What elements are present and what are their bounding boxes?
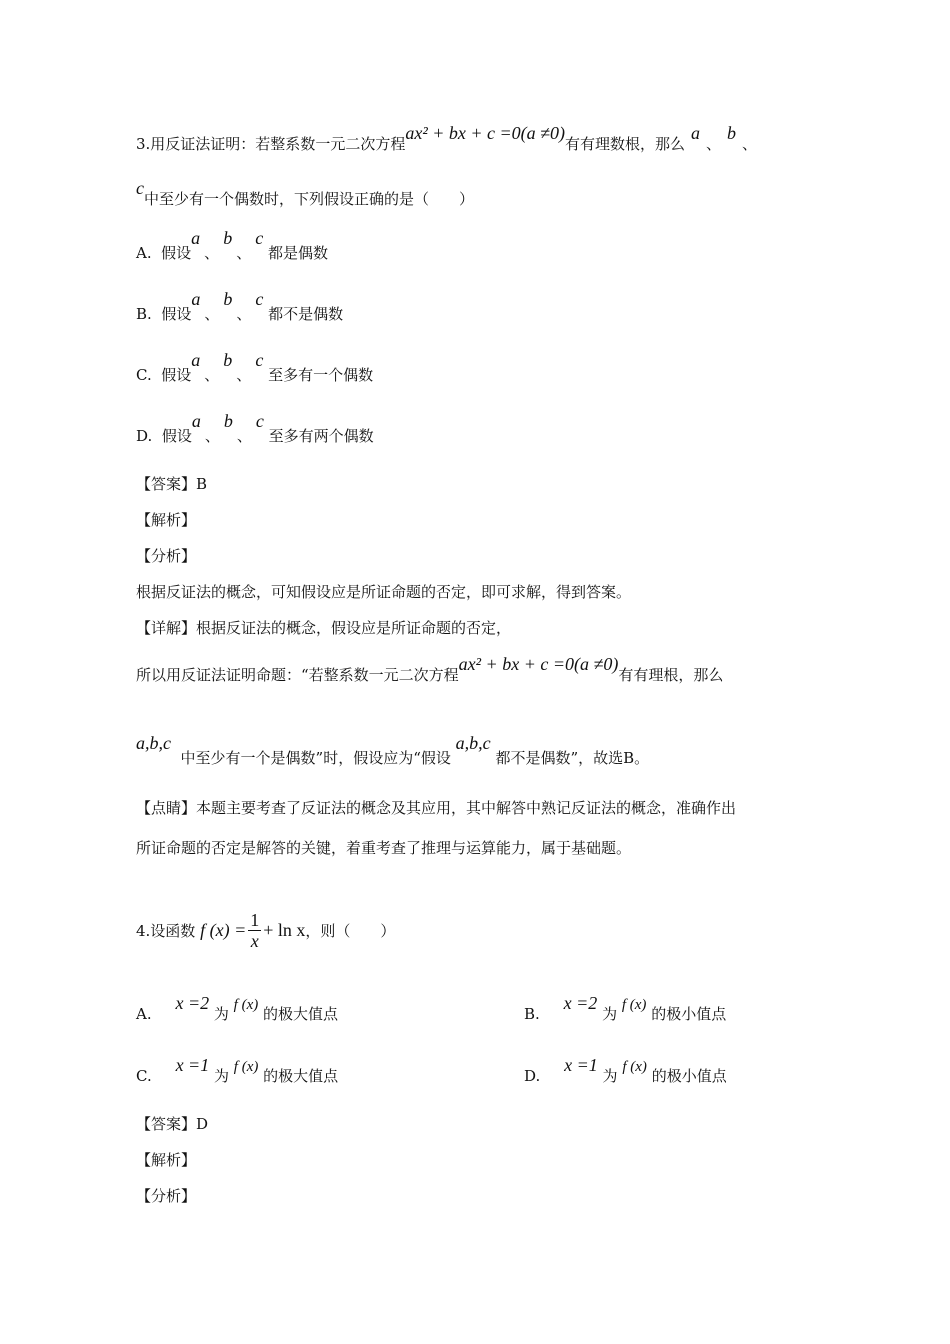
q4-option-c bbox=[136, 1055, 339, 1086]
option-text: 至多有两个偶数 bbox=[268, 427, 374, 445]
q3-abc: a,b,c bbox=[455, 733, 491, 753]
option-label: B. bbox=[524, 1005, 540, 1023]
option-text: 都不是偶数 bbox=[268, 305, 344, 323]
option-label: A. bbox=[136, 244, 152, 262]
var-b: b bbox=[223, 350, 233, 370]
var-a: a bbox=[191, 289, 201, 309]
q3-answer: 【答案】B bbox=[136, 475, 208, 493]
q3-detail-text: 根据反证法的概念，假设应是所证命题的否定， bbox=[196, 619, 512, 637]
q3-detail-line1 bbox=[136, 617, 511, 638]
var-b: b bbox=[223, 289, 233, 309]
option-condition: x =2 bbox=[563, 993, 598, 1013]
separator: 、 bbox=[204, 427, 220, 445]
q3-option-d bbox=[136, 411, 374, 446]
option-function: f (x) bbox=[621, 997, 647, 1013]
q4-plus-ln: + ln x bbox=[263, 920, 306, 940]
q3-comment-head: 【点睛】 bbox=[136, 799, 197, 817]
q3-comment-text1: 本题主要考查了反证法的概念及其应用，其中解答中熟记反证法的概念，准确作出 bbox=[196, 799, 737, 817]
q4-stem-post: ，则（ ） bbox=[305, 922, 396, 940]
q3-detail-equation: ax² + bx + c =0(a ≠0) bbox=[458, 654, 619, 674]
q3-option-a bbox=[136, 228, 328, 263]
option-function: f (x) bbox=[233, 1059, 259, 1075]
separator: 、 bbox=[706, 135, 722, 153]
option-text: 的极小值点 bbox=[651, 1005, 727, 1023]
separator: 、 bbox=[236, 244, 252, 262]
q4-frac-num: 1 bbox=[250, 910, 260, 930]
q3-abc: a,b,c bbox=[136, 733, 171, 753]
q3-detail-line2-pre: 所以用反证法证明命题：“若整系数一元二次方程 bbox=[136, 666, 459, 684]
option-text: 为 bbox=[602, 1067, 618, 1085]
option-function: f (x) bbox=[233, 997, 259, 1013]
option-function: f (x) bbox=[622, 1059, 647, 1075]
q3-detail-line2 bbox=[136, 654, 724, 685]
var-c: c bbox=[255, 411, 264, 431]
option-text: 假设 bbox=[161, 366, 192, 384]
q3-detail-line3 bbox=[136, 733, 650, 768]
option-label: D. bbox=[136, 427, 153, 445]
option-text: 假设 bbox=[161, 427, 192, 445]
q4-stem bbox=[136, 910, 395, 951]
var-c: c bbox=[255, 350, 264, 370]
option-condition: x =1 bbox=[175, 1055, 210, 1075]
q3-detail-line2-post: 有有理根，那么 bbox=[618, 666, 724, 684]
separator: 、 bbox=[742, 135, 758, 153]
q4-analysis-head: 【解析】 bbox=[136, 1151, 197, 1169]
option-text: 为 bbox=[213, 1005, 229, 1023]
q4-fx: f (x) = bbox=[200, 920, 247, 940]
option-text: 假设 bbox=[161, 244, 192, 262]
q4-frac-den: x bbox=[250, 931, 259, 951]
separator: 、 bbox=[236, 427, 252, 445]
q4-option-d bbox=[524, 1055, 727, 1086]
q4-option-b bbox=[524, 993, 727, 1024]
q3-equation: ax² + bx + c =0(a ≠0) bbox=[405, 123, 565, 143]
option-label: C. bbox=[136, 1067, 152, 1085]
q3-detail-line3-mid: 中至少有一个是偶数”时，假设应为“假设 bbox=[180, 749, 451, 767]
var-c: c bbox=[255, 289, 264, 309]
separator: 、 bbox=[236, 366, 252, 384]
q3-var-c: c bbox=[136, 178, 144, 198]
q3-option-c bbox=[136, 350, 374, 385]
option-label: C. bbox=[136, 366, 152, 384]
option-condition: x =1 bbox=[564, 1055, 598, 1075]
q3-option-b bbox=[136, 289, 344, 324]
option-condition: x =2 bbox=[175, 993, 210, 1013]
var-a: a bbox=[191, 228, 201, 248]
q4-stem-prefix: 4.设函数 bbox=[136, 922, 196, 940]
q3-comment-line1 bbox=[136, 797, 736, 818]
separator: 、 bbox=[204, 366, 220, 384]
q3-detail-head: 【详解】 bbox=[136, 619, 197, 637]
q3-fenxi-head: 【分析】 bbox=[136, 547, 197, 565]
var-c: c bbox=[255, 228, 264, 248]
option-text: 的极大值点 bbox=[263, 1005, 339, 1023]
option-text: 的极大值点 bbox=[263, 1067, 339, 1085]
q3-stem-mid: 有有理数根，那么 bbox=[565, 135, 686, 153]
separator: 、 bbox=[236, 305, 252, 323]
q3-stem-prefix: 3.用反证法证明：若整系数一元二次方程 bbox=[136, 135, 406, 153]
q3-detail-line3-post: 都不是偶数”，故选B。 bbox=[495, 749, 650, 767]
q3-var-b: b bbox=[727, 123, 737, 143]
var-b: b bbox=[223, 411, 233, 431]
option-text: 为 bbox=[213, 1067, 229, 1085]
q3-var-a: a bbox=[691, 123, 701, 143]
q3-comment-line2: 所证命题的否定是解答的关键，着重考查了推理与运算能力，属于基础题。 bbox=[136, 839, 632, 857]
q4-answer: 【答案】D bbox=[136, 1115, 209, 1133]
var-a: a bbox=[191, 350, 201, 370]
q4-option-a bbox=[136, 993, 339, 1024]
q3-stem-line2-text: 中至少有一个偶数时，下列假设正确的是（ ） bbox=[144, 190, 475, 208]
option-text: 为 bbox=[602, 1005, 618, 1023]
option-label: D. bbox=[524, 1067, 541, 1085]
option-text: 至多有一个偶数 bbox=[268, 366, 374, 384]
option-text: 假设 bbox=[161, 305, 192, 323]
q3-analysis-head: 【解析】 bbox=[136, 511, 197, 529]
q4-fraction bbox=[248, 910, 261, 951]
q4-fenxi-head: 【分析】 bbox=[136, 1187, 197, 1205]
var-a: a bbox=[191, 411, 201, 431]
option-text: 的极小值点 bbox=[651, 1067, 727, 1085]
q3-stem-line2 bbox=[136, 178, 475, 209]
q3-stem-line1 bbox=[136, 123, 758, 154]
separator: 、 bbox=[204, 305, 220, 323]
option-text: 都是偶数 bbox=[267, 244, 328, 262]
option-label: B. bbox=[136, 305, 152, 323]
separator: 、 bbox=[204, 244, 220, 262]
option-label: A. bbox=[136, 1005, 152, 1023]
var-b: b bbox=[223, 228, 233, 248]
q3-fenxi-text: 根据反证法的概念，可知假设应是所证命题的否定，即可求解，得到答案。 bbox=[136, 583, 632, 601]
